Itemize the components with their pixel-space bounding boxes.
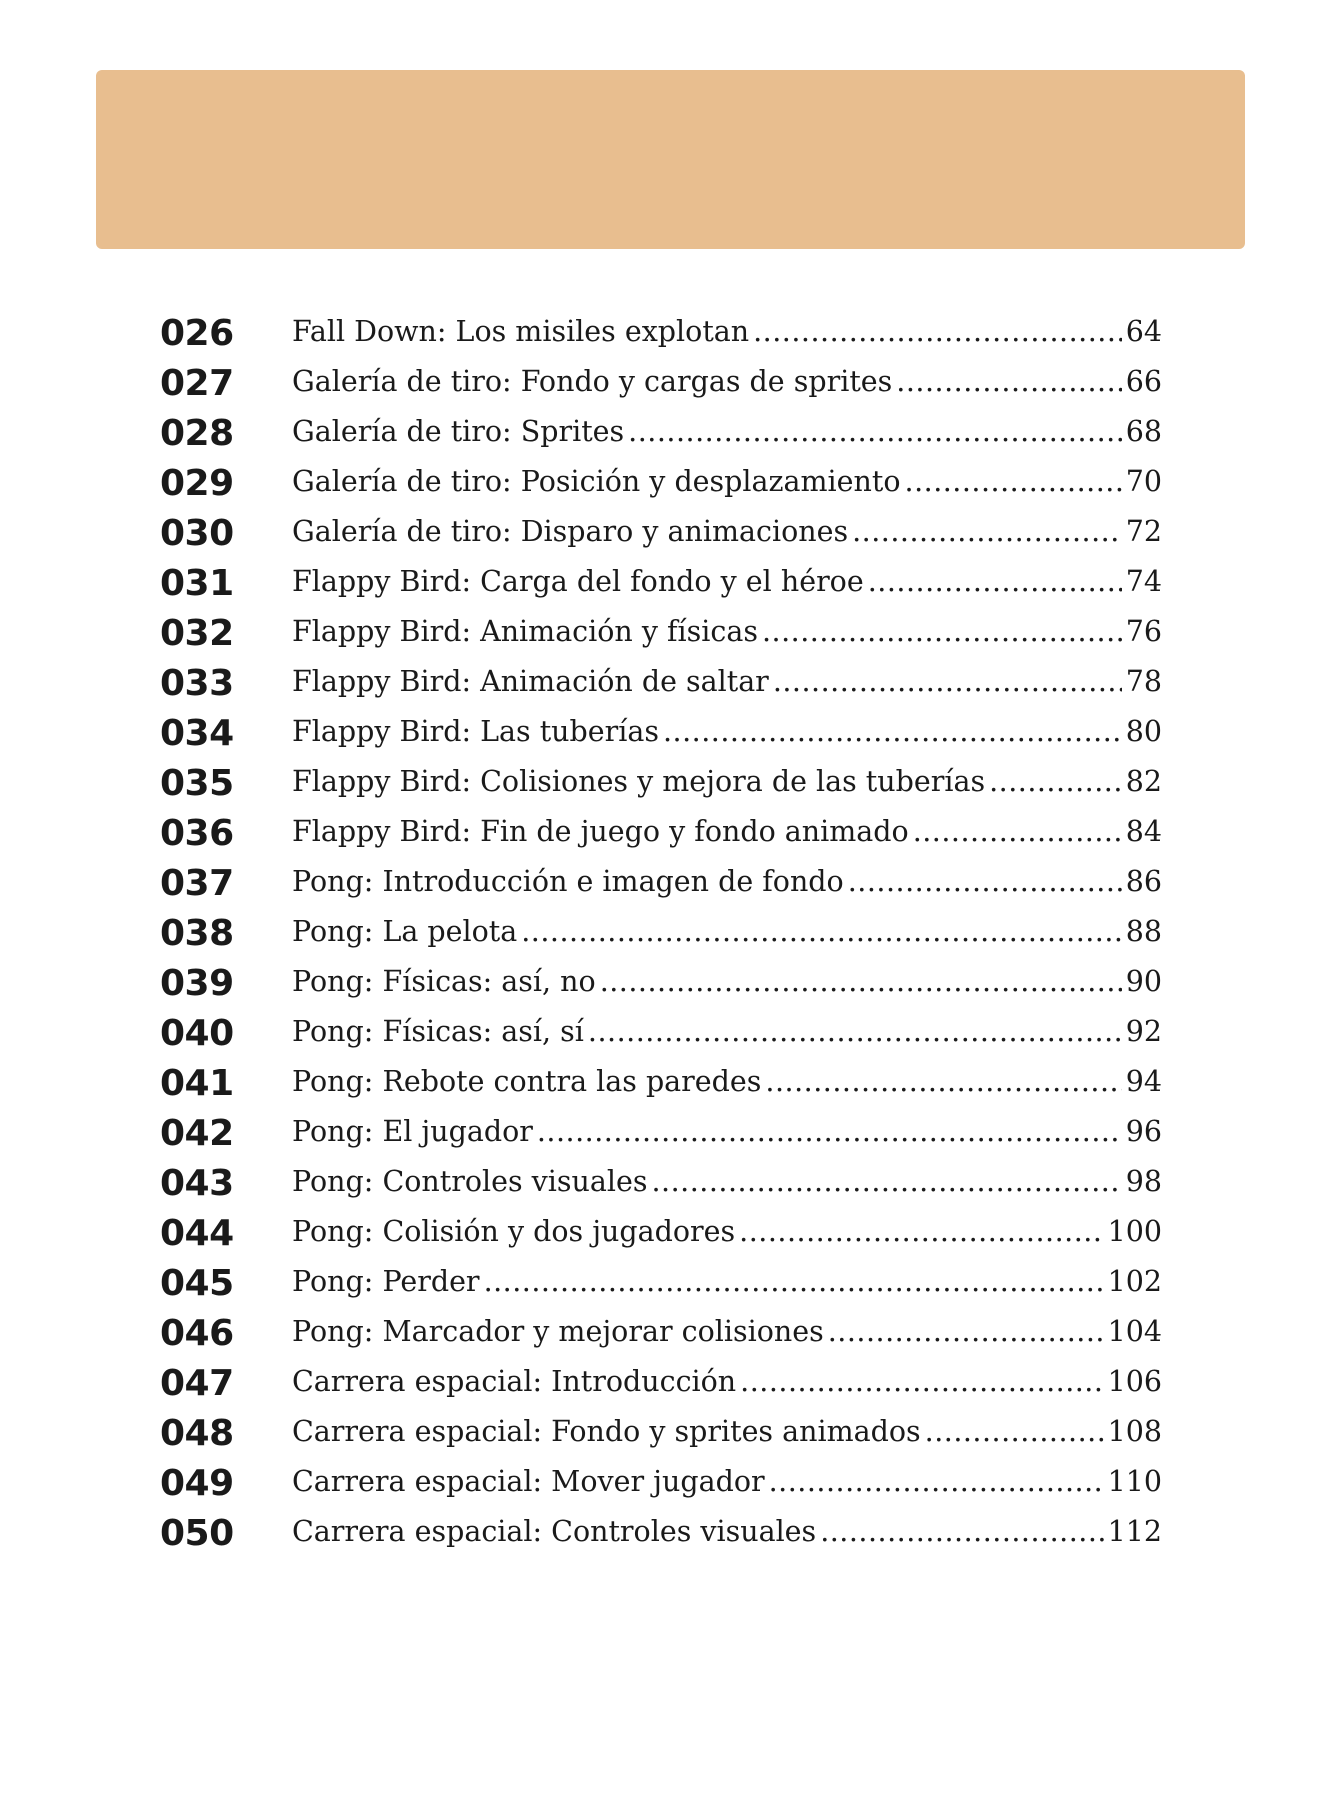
toc-row[interactable] xyxy=(0,1408,1339,1458)
toc-title: Carrera espacial: Fondo y sprites animados xyxy=(292,1415,921,1448)
toc-page-number: 84 xyxy=(1125,815,1162,848)
toc-number: 046 xyxy=(160,1313,234,1354)
table-of-contents xyxy=(0,308,1339,1558)
toc-title: Pong: La pelota xyxy=(292,915,518,948)
dot-leader xyxy=(868,558,1122,606)
toc-title: Pong: Perder xyxy=(292,1265,480,1298)
toc-row[interactable] xyxy=(0,758,1339,808)
toc-title: Galería de tiro: Disparo y animaciones xyxy=(292,515,849,548)
toc-title: Flappy Bird: Animación de saltar xyxy=(292,665,769,698)
toc-number: 036 xyxy=(160,813,234,854)
toc-page-number: 92 xyxy=(1125,1015,1162,1048)
toc-number: 026 xyxy=(160,313,234,354)
toc-number: 029 xyxy=(160,463,234,504)
toc-title: Flappy Bird: Fin de juego y fondo animado xyxy=(292,815,909,848)
toc-page-number: 90 xyxy=(1125,965,1162,998)
toc-title: Flappy Bird: Las tuberías xyxy=(292,715,659,748)
toc-row[interactable] xyxy=(0,1058,1339,1108)
toc-entry xyxy=(292,1008,1162,1056)
toc-entry xyxy=(292,758,1162,806)
toc-page-number: 82 xyxy=(1125,765,1162,798)
dot-leader xyxy=(828,1308,1104,1356)
toc-row[interactable] xyxy=(0,908,1339,958)
dot-leader xyxy=(600,958,1122,1006)
dot-leader xyxy=(765,1058,1121,1106)
toc-row[interactable] xyxy=(0,658,1339,708)
toc-number: 031 xyxy=(160,563,234,604)
toc-number: 030 xyxy=(160,513,234,554)
toc-title: Flappy Bird: Colisiones y mejora de las tuberías xyxy=(292,765,986,798)
toc-title: Flappy Bird: Carga del fondo y el héroe xyxy=(292,565,864,598)
toc-number: 042 xyxy=(160,1113,234,1154)
toc-row[interactable] xyxy=(0,1308,1339,1358)
toc-page-number: 74 xyxy=(1125,565,1162,598)
toc-page-number: 96 xyxy=(1125,1115,1162,1148)
toc-title: Pong: Físicas: así, sí xyxy=(292,1015,584,1048)
toc-row[interactable] xyxy=(0,408,1339,458)
toc-entry xyxy=(292,958,1162,1006)
toc-title: Pong: Introducción e imagen de fondo xyxy=(292,865,844,898)
toc-page-number: 108 xyxy=(1107,1415,1162,1448)
toc-row[interactable] xyxy=(0,358,1339,408)
toc-page-number: 88 xyxy=(1125,915,1162,948)
dot-leader xyxy=(913,808,1122,856)
toc-page-number: 110 xyxy=(1107,1465,1162,1498)
toc-number: 045 xyxy=(160,1263,234,1304)
toc-title: Galería de tiro: Sprites xyxy=(292,415,625,448)
toc-page-number: 112 xyxy=(1107,1515,1162,1548)
toc-entry xyxy=(292,1508,1162,1556)
toc-page-number: 102 xyxy=(1107,1265,1162,1298)
toc-title: Pong: Marcador y mejorar colisiones xyxy=(292,1315,824,1348)
header-band xyxy=(96,70,1245,249)
toc-number: 043 xyxy=(160,1163,234,1204)
toc-page-number: 64 xyxy=(1125,315,1162,348)
toc-row[interactable] xyxy=(0,1258,1339,1308)
toc-row[interactable] xyxy=(0,1158,1339,1208)
toc-number: 033 xyxy=(160,663,234,704)
toc-page-number: 104 xyxy=(1107,1315,1162,1348)
toc-title: Carrera espacial: Mover jugador xyxy=(292,1465,765,1498)
toc-title: Galería de tiro: Posición y desplazamiento xyxy=(292,465,901,498)
toc-title: Carrera espacial: Introducción xyxy=(292,1365,737,1398)
dot-leader xyxy=(521,908,1121,956)
toc-title: Carrera espacial: Controles visuales xyxy=(292,1515,817,1548)
toc-number: 027 xyxy=(160,363,234,404)
toc-entry xyxy=(292,1308,1162,1356)
toc-number: 040 xyxy=(160,1013,234,1054)
toc-entry xyxy=(292,408,1162,456)
dot-leader xyxy=(769,1458,1104,1506)
toc-number: 035 xyxy=(160,763,234,804)
toc-row[interactable] xyxy=(0,508,1339,558)
toc-entry xyxy=(292,1208,1162,1256)
toc-title: Pong: Controles visuales xyxy=(292,1165,648,1198)
toc-page-number: 80 xyxy=(1125,715,1162,748)
toc-page-number: 100 xyxy=(1107,1215,1162,1248)
toc-row[interactable] xyxy=(0,1358,1339,1408)
toc-entry xyxy=(292,658,1162,706)
toc-title: Flappy Bird: Animación y físicas xyxy=(292,615,758,648)
dot-leader xyxy=(740,1358,1103,1406)
toc-number: 038 xyxy=(160,913,234,954)
toc-row[interactable] xyxy=(0,1458,1339,1508)
toc-page-number: 72 xyxy=(1125,515,1162,548)
toc-entry xyxy=(292,1058,1162,1106)
toc-number: 037 xyxy=(160,863,234,904)
toc-entry xyxy=(292,1158,1162,1206)
dot-leader xyxy=(925,1408,1104,1456)
dot-leader xyxy=(820,1508,1103,1556)
toc-entry xyxy=(292,1108,1162,1156)
toc-page-number: 66 xyxy=(1125,365,1162,398)
toc-page-number: 68 xyxy=(1125,415,1162,448)
dot-leader xyxy=(896,358,1121,406)
toc-entry xyxy=(292,358,1162,406)
dot-leader xyxy=(663,708,1122,756)
toc-entry xyxy=(292,1458,1162,1506)
dot-leader xyxy=(588,1008,1122,1056)
toc-entry xyxy=(292,608,1162,656)
toc-row[interactable] xyxy=(0,308,1339,358)
toc-row[interactable] xyxy=(0,608,1339,658)
toc-title: Pong: Físicas: así, no xyxy=(292,965,596,998)
toc-entry xyxy=(292,458,1162,506)
toc-page-number: 94 xyxy=(1125,1065,1162,1098)
dot-leader xyxy=(905,458,1122,506)
toc-number: 048 xyxy=(160,1413,234,1454)
toc-entry xyxy=(292,558,1162,606)
toc-number: 041 xyxy=(160,1063,234,1104)
dot-leader xyxy=(848,858,1122,906)
toc-row[interactable] xyxy=(0,1208,1339,1258)
toc-page-number: 70 xyxy=(1125,465,1162,498)
toc-entry xyxy=(292,708,1162,756)
toc-row[interactable] xyxy=(0,458,1339,508)
toc-number: 034 xyxy=(160,713,234,754)
toc-row[interactable] xyxy=(0,858,1339,908)
toc-number: 044 xyxy=(160,1213,234,1254)
toc-page-number: 86 xyxy=(1125,865,1162,898)
toc-title: Pong: El jugador xyxy=(292,1115,533,1148)
dot-leader xyxy=(762,608,1122,656)
toc-row[interactable] xyxy=(0,808,1339,858)
toc-entry xyxy=(292,1408,1162,1456)
toc-row[interactable] xyxy=(0,958,1339,1008)
toc-number: 050 xyxy=(160,1513,234,1554)
toc-row[interactable] xyxy=(0,708,1339,758)
dot-leader xyxy=(484,1258,1104,1306)
toc-number: 028 xyxy=(160,413,234,454)
toc-row[interactable] xyxy=(0,1008,1339,1058)
toc-row[interactable] xyxy=(0,558,1339,608)
toc-title: Fall Down: Los misiles explotan xyxy=(292,315,750,348)
dot-leader xyxy=(753,308,1122,356)
toc-entry xyxy=(292,858,1162,906)
toc-entry xyxy=(292,308,1162,356)
toc-title: Pong: Rebote contra las paredes xyxy=(292,1065,762,1098)
toc-number: 047 xyxy=(160,1363,234,1404)
dot-leader xyxy=(773,658,1122,706)
toc-page-number: 76 xyxy=(1125,615,1162,648)
dot-leader xyxy=(989,758,1122,806)
toc-number: 032 xyxy=(160,613,234,654)
toc-entry xyxy=(292,1258,1162,1306)
toc-page-number: 98 xyxy=(1125,1165,1162,1198)
toc-number: 049 xyxy=(160,1463,234,1504)
toc-entry xyxy=(292,808,1162,856)
dot-leader xyxy=(651,1158,1121,1206)
toc-row[interactable] xyxy=(0,1108,1339,1158)
toc-entry xyxy=(292,1358,1162,1406)
toc-entry xyxy=(292,908,1162,956)
dot-leader xyxy=(739,1208,1103,1256)
toc-title: Galería de tiro: Fondo y cargas de sprites xyxy=(292,365,893,398)
toc-row[interactable] xyxy=(0,1508,1339,1558)
toc-page-number: 106 xyxy=(1107,1365,1162,1398)
toc-number: 039 xyxy=(160,963,234,1004)
toc-page-number: 78 xyxy=(1125,665,1162,698)
dot-leader xyxy=(852,508,1122,556)
dot-leader xyxy=(537,1108,1122,1156)
toc-entry xyxy=(292,508,1162,556)
toc-title: Pong: Colisión y dos jugadores xyxy=(292,1215,736,1248)
dot-leader xyxy=(628,408,1122,456)
